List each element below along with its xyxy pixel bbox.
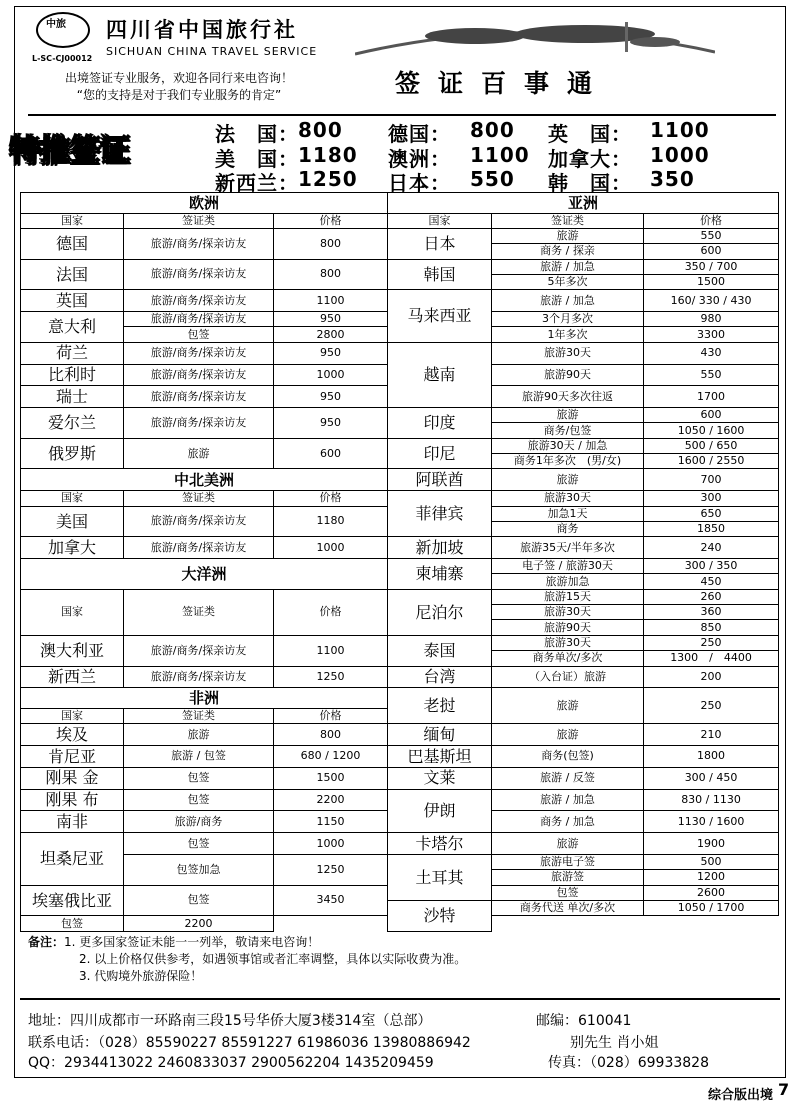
visa-price-table xyxy=(20,192,779,932)
country-name: 瑞士 xyxy=(21,386,124,408)
country-name: 埃塞俄比亚 xyxy=(21,885,124,916)
visa-price: 1150 xyxy=(274,811,388,833)
country-name: 美国 xyxy=(21,506,124,537)
visa-type: 旅游/商务/探亲访友 xyxy=(124,228,274,259)
country-name: 老挝 xyxy=(388,688,492,724)
license-number: L-SC-CJ00012 xyxy=(32,54,93,63)
visa-price: 250 xyxy=(644,688,779,724)
visa-type: 旅游 xyxy=(492,228,644,243)
table-row xyxy=(21,408,779,423)
visa-type: 旅游 xyxy=(124,438,274,469)
visa-type: 旅游 xyxy=(492,833,644,855)
special-price: 350 xyxy=(650,167,695,191)
visa-type: 商务 / 探亲 xyxy=(492,244,644,259)
table-row xyxy=(21,745,779,767)
visa-price: 1000 xyxy=(274,537,388,559)
visa-price: 300 / 350 xyxy=(644,559,779,574)
country-name: 荷兰 xyxy=(21,342,124,364)
brand-name: 四川省中国旅行社 xyxy=(106,18,298,42)
col-header-country: 国家 xyxy=(21,491,124,506)
country-name: 加拿大 xyxy=(21,537,124,559)
visa-type: 旅游/商务 xyxy=(124,811,274,833)
special-country: 澳洲： xyxy=(388,147,451,171)
visa-type: 旅游 / 加急 xyxy=(492,259,644,274)
visa-price: 600 xyxy=(274,438,388,469)
country-name: 伊朗 xyxy=(388,789,492,833)
visa-price: 1100 xyxy=(274,290,388,312)
visa-price: 830 / 1130 xyxy=(644,789,779,811)
contact-persons: 别先生 肖小姐 xyxy=(570,1035,659,1051)
visa-type: 旅游/商务/探亲访友 xyxy=(124,290,274,312)
visa-price: 1250 xyxy=(274,854,388,885)
visa-price: 550 xyxy=(644,228,779,243)
table-row xyxy=(21,789,779,811)
visa-price: 950 xyxy=(274,386,388,408)
country-name: 澳大利亚 xyxy=(21,635,124,666)
visa-type: 1年多次 xyxy=(492,327,644,342)
visa-price: 850 xyxy=(644,620,779,635)
logo-text: 中旅 xyxy=(46,19,66,30)
table-row xyxy=(21,833,779,855)
visa-type: 旅游15天 xyxy=(492,589,644,604)
visa-type: 旅游电子签 xyxy=(492,854,644,869)
visa-title: 签证百事通 xyxy=(395,69,611,98)
country-name: 马来西亚 xyxy=(388,290,492,342)
visa-type: 包签 xyxy=(21,916,124,932)
visa-type: 旅游/商务/探亲访友 xyxy=(124,537,274,559)
visa-price: 1800 xyxy=(644,745,779,767)
visa-type: 旅游/商务/探亲访友 xyxy=(124,342,274,364)
table-row xyxy=(21,589,779,604)
visa-type: 旅游加急 xyxy=(492,574,644,589)
special-country: 德国： xyxy=(388,122,451,146)
country-name: 新加坡 xyxy=(388,537,492,559)
visa-price: 800 xyxy=(274,259,388,290)
visa-price: 800 xyxy=(274,228,388,259)
country-name: 印度 xyxy=(388,408,492,439)
col-header-country: 国家 xyxy=(21,589,124,635)
note-item: 2. 以上价格仅供参考，如遇领事馆或者汇率调整，具体以实际收费为准。 xyxy=(79,952,467,966)
visa-type: 旅游 xyxy=(492,469,644,491)
visa-price: 950 xyxy=(274,408,388,439)
visa-type: 旅游90天 xyxy=(492,620,644,635)
visa-type: 商务 / 加急 xyxy=(492,811,644,833)
country-name: 阿联酋 xyxy=(388,469,492,491)
country-name: 新西兰 xyxy=(21,666,124,688)
table-row xyxy=(21,559,779,574)
header-divider xyxy=(28,114,776,116)
visa-type: 旅游 / 加急 xyxy=(492,290,644,312)
visa-price: 430 xyxy=(644,342,779,364)
visa-price: 1130 / 1600 xyxy=(644,811,779,833)
country-name: 日本 xyxy=(388,228,492,259)
visa-type: 旅游 / 加急 xyxy=(492,789,644,811)
col-header-price: 价格 xyxy=(644,213,779,228)
special-price: 1000 xyxy=(650,143,710,167)
visa-type: 3个月多次 xyxy=(492,312,644,327)
visa-type: 包签加急 xyxy=(124,854,274,885)
country-name: 泰国 xyxy=(388,635,492,666)
visa-type: 旅游 xyxy=(492,724,644,746)
visa-price: 650 xyxy=(644,506,779,521)
col-header-type: 签证类 xyxy=(124,213,274,228)
table-row xyxy=(21,724,779,746)
visa-price: 200 xyxy=(644,666,779,688)
table-row xyxy=(21,193,779,214)
visa-type: 旅游/商务/探亲访友 xyxy=(124,635,274,666)
col-header-price: 价格 xyxy=(274,708,388,723)
table-row xyxy=(21,666,779,688)
visa-type: 旅游30天 xyxy=(492,491,644,506)
table-row xyxy=(21,537,779,559)
visa-price: 500 / 650 xyxy=(644,438,779,453)
visa-price: 210 xyxy=(644,724,779,746)
visa-price: 160/ 330 / 430 xyxy=(644,290,779,312)
visa-price: 1000 xyxy=(274,833,388,855)
visa-type: 旅游90天 xyxy=(492,364,644,386)
visa-price: 1900 xyxy=(644,833,779,855)
visa-price: 1100 xyxy=(274,635,388,666)
visa-price: 1180 xyxy=(274,506,388,537)
table-row xyxy=(21,438,779,453)
slogan-line-1: 出境签证专业服务，欢迎各同行来电咨询！ xyxy=(64,71,293,85)
visa-price: 350 / 700 xyxy=(644,259,779,274)
visa-price: 950 xyxy=(274,342,388,364)
special-country: 韩 国： xyxy=(548,171,632,195)
visa-type: 商务1年多次 (男/女) xyxy=(492,454,644,469)
brand-name-en: SICHUAN CHINA TRAVEL SERVICE xyxy=(106,45,318,58)
world-map-icon xyxy=(355,22,715,56)
visa-type: 旅游签 xyxy=(492,870,644,885)
visa-type: 旅游/商务/探亲访友 xyxy=(124,386,274,408)
special-country: 加拿大： xyxy=(548,147,632,171)
visa-price: 1250 xyxy=(274,666,388,688)
table-row xyxy=(21,228,779,243)
visa-type: 加急1天 xyxy=(492,506,644,521)
fax-number: 传真：（028）69933828 xyxy=(548,1055,709,1071)
visa-type: 旅游 / 包签 xyxy=(124,745,274,767)
region-header: 非洲 xyxy=(21,688,388,709)
visa-type: 包签 xyxy=(124,789,274,811)
visa-price: 240 xyxy=(644,537,779,559)
visa-type: 旅游/商务/探亲访友 xyxy=(124,364,274,386)
visa-price: 1700 xyxy=(644,386,779,408)
visa-price: 1850 xyxy=(644,521,779,536)
country-name: 缅甸 xyxy=(388,724,492,746)
special-country: 新西兰： xyxy=(215,171,299,195)
visa-price: 680 / 1200 xyxy=(274,745,388,767)
visa-price: 800 xyxy=(274,724,388,746)
table-row xyxy=(21,854,779,869)
visa-price: 1050 / 1700 xyxy=(644,900,779,915)
col-header-price: 价格 xyxy=(274,589,388,635)
special-price: 800 xyxy=(298,118,343,142)
col-header-type: 签证类 xyxy=(124,491,274,506)
table-row xyxy=(21,635,779,650)
special-price: 1250 xyxy=(298,167,358,191)
special-price: 1100 xyxy=(650,118,710,142)
visa-price: 950 xyxy=(274,312,388,327)
country-name: 巴基斯坦 xyxy=(388,745,492,767)
visa-type: 商务 xyxy=(492,521,644,536)
visa-price: 2800 xyxy=(274,327,388,342)
visa-price: 1000 xyxy=(274,364,388,386)
country-name: 意大利 xyxy=(21,312,124,343)
region-header: 大洋洲 xyxy=(21,559,388,590)
country-name: 尼泊尔 xyxy=(388,589,492,635)
country-name: 越南 xyxy=(388,342,492,407)
col-header-type: 签证类 xyxy=(492,213,644,228)
visa-price: 360 xyxy=(644,605,779,620)
country-name: 德国 xyxy=(21,228,124,259)
visa-type: 旅游/商务/探亲访友 xyxy=(124,666,274,688)
visa-type: 旅游30天 xyxy=(492,635,644,650)
address: 地址：四川成都市一环路南三段15号华侨大厦3楼314室（总部） xyxy=(28,1013,432,1029)
notes xyxy=(28,934,466,985)
country-name: 土耳其 xyxy=(388,854,492,900)
country-name: 英国 xyxy=(21,290,124,312)
special-price: 550 xyxy=(470,167,515,191)
col-header-type: 签证类 xyxy=(124,708,274,723)
phone-numbers: 联系电话：（028）85590227 85591227 61986036 13980886942 xyxy=(28,1035,471,1051)
visa-type: 商务/包签 xyxy=(492,423,644,438)
country-name: 柬埔寨 xyxy=(388,559,492,590)
footer-section: 综合版出境 xyxy=(708,1088,774,1103)
table-row xyxy=(21,213,779,228)
col-header-country: 国家 xyxy=(21,213,124,228)
country-name: 肯尼亚 xyxy=(21,745,124,767)
visa-price: 600 xyxy=(644,408,779,423)
visa-type: （入台证）旅游 xyxy=(492,666,644,688)
table-row xyxy=(21,767,779,789)
region-header: 亚洲 xyxy=(388,193,779,214)
country-name: 南非 xyxy=(21,811,124,833)
visa-price: 2200 xyxy=(274,789,388,811)
country-name: 法国 xyxy=(21,259,124,290)
visa-type: 旅游35天/半年多次 xyxy=(492,537,644,559)
col-header-country: 国家 xyxy=(388,213,492,228)
visa-type: 旅游 xyxy=(124,724,274,746)
col-header-country: 国家 xyxy=(21,708,124,723)
visa-price: 1200 xyxy=(644,870,779,885)
visa-price: 250 xyxy=(644,635,779,650)
country-name: 印尼 xyxy=(388,438,492,469)
visa-price: 3450 xyxy=(274,885,388,916)
visa-type: 包签 xyxy=(124,327,274,342)
postcode: 邮编：610041 xyxy=(536,1013,632,1029)
visa-type: 包签 xyxy=(124,767,274,789)
visa-type: 旅游/商务/探亲访友 xyxy=(124,408,274,439)
visa-type: 包签 xyxy=(492,885,644,900)
country-name: 韩国 xyxy=(388,259,492,290)
visa-price: 3300 xyxy=(644,327,779,342)
country-name: 菲律宾 xyxy=(388,491,492,537)
country-name: 文莱 xyxy=(388,767,492,789)
visa-type: 旅游30天 xyxy=(492,342,644,364)
visa-type: 旅游 xyxy=(492,688,644,724)
table-row xyxy=(21,491,779,506)
country-name: 刚果 布 xyxy=(21,789,124,811)
notes-label: 备注： xyxy=(28,935,65,949)
country-name: 沙特 xyxy=(388,900,492,931)
region-header: 中北美洲 xyxy=(21,469,388,491)
visa-type: 包签 xyxy=(124,833,274,855)
visa-price: 1300 / 4400 xyxy=(644,651,779,666)
special-visa-label: 特推签证 xyxy=(10,134,130,169)
visa-type: 包签 xyxy=(124,885,274,916)
visa-type: 旅游/商务/探亲访友 xyxy=(124,506,274,537)
visa-type: 旅游/商务/探亲访友 xyxy=(124,312,274,327)
country-name: 比利时 xyxy=(21,364,124,386)
visa-price: 260 xyxy=(644,589,779,604)
special-price: 1100 xyxy=(470,143,530,167)
qq-numbers: QQ：2934413022 2460833037 2900562204 1435209459 xyxy=(28,1055,434,1071)
visa-price: 2600 xyxy=(644,885,779,900)
special-price: 800 xyxy=(470,118,515,142)
visa-type: 5年多次 xyxy=(492,274,644,289)
visa-price: 1500 xyxy=(644,274,779,289)
visa-price: 1600 / 2550 xyxy=(644,454,779,469)
visa-price: 550 xyxy=(644,364,779,386)
visa-type: 旅游90天多次往返 xyxy=(492,386,644,408)
visa-type: 旅游 / 反签 xyxy=(492,767,644,789)
visa-type: 商务代送 单次/多次 xyxy=(492,900,644,915)
table-row xyxy=(21,688,779,709)
page-number: 7 xyxy=(778,1080,790,1099)
visa-price: 1050 / 1600 xyxy=(644,423,779,438)
visa-type: 旅游 xyxy=(492,408,644,423)
col-header-price: 价格 xyxy=(274,491,388,506)
slogan xyxy=(24,70,334,104)
table-row xyxy=(21,342,779,364)
visa-price: 1500 xyxy=(274,767,388,789)
country-name: 台湾 xyxy=(388,666,492,688)
country-name: 坦桑尼亚 xyxy=(21,833,124,885)
note-item: 3. 代购境外旅游保险！ xyxy=(79,969,203,983)
contact-divider xyxy=(20,998,780,1000)
visa-price: 600 xyxy=(644,244,779,259)
country-name: 刚果 金 xyxy=(21,767,124,789)
visa-type: 旅游30天 / 加急 xyxy=(492,438,644,453)
special-country: 法 国： xyxy=(215,122,299,146)
special-price: 1180 xyxy=(298,143,358,167)
col-header-price: 价格 xyxy=(274,213,388,228)
visa-type: 旅游/商务/探亲访友 xyxy=(124,259,274,290)
visa-type: 电子签 / 旅游30天 xyxy=(492,559,644,574)
region-header: 欧洲 xyxy=(21,193,388,214)
country-name: 埃及 xyxy=(21,724,124,746)
visa-price: 300 / 450 xyxy=(644,767,779,789)
country-name: 卡塔尔 xyxy=(388,833,492,855)
special-country: 英 国： xyxy=(548,122,632,146)
table-row xyxy=(21,259,779,274)
slogan-line-2: “您的支持是对于我们专业服务的肯定” xyxy=(76,88,282,102)
table-row xyxy=(21,469,779,491)
table-row xyxy=(21,290,779,312)
special-country: 日本： xyxy=(388,171,451,195)
col-header-type: 签证类 xyxy=(124,589,274,635)
note-item: 1. 更多国家签证未能一一列举，敬请来电咨询！ xyxy=(64,935,320,949)
country-name: 爱尔兰 xyxy=(21,408,124,439)
visa-price: 500 xyxy=(644,854,779,869)
visa-price: 300 xyxy=(644,491,779,506)
country-name: 俄罗斯 xyxy=(21,438,124,469)
visa-price: 700 xyxy=(644,469,779,491)
special-country: 美 国： xyxy=(215,147,299,171)
visa-type: 商务单次/多次 xyxy=(492,651,644,666)
visa-price: 980 xyxy=(644,312,779,327)
visa-type: 旅游30天 xyxy=(492,605,644,620)
visa-type: 商务(包签) xyxy=(492,745,644,767)
visa-price: 450 xyxy=(644,574,779,589)
visa-price: 2200 xyxy=(124,916,274,932)
